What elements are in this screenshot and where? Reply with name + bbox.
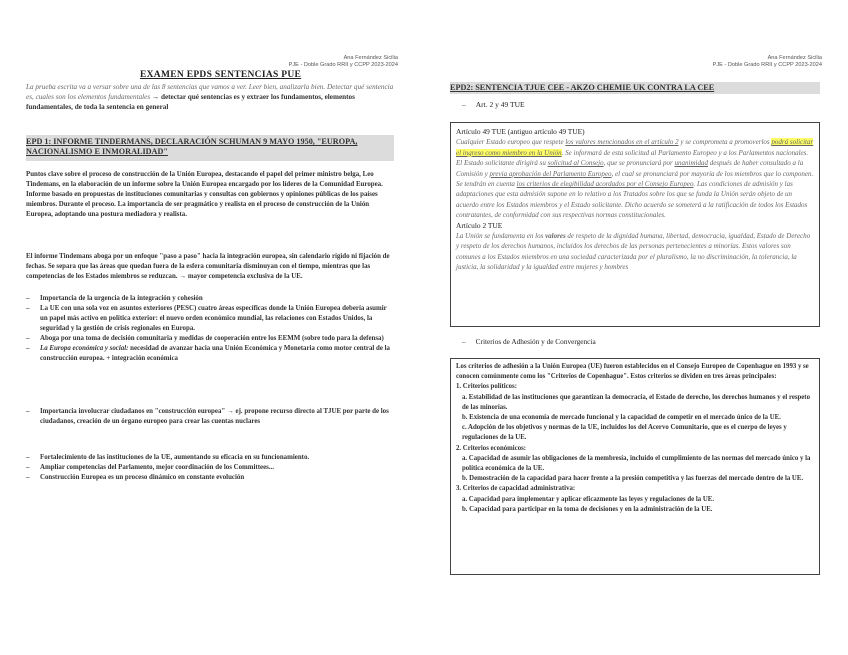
criteria-line: b. Demostración de la capacidad para hacer frente a la presión competitiva y las fuerzas del mercado dentro de la UE.: [462, 475, 804, 483]
list-item: – Aboga por una toma de decisión comunitaria y medidas de cooperación entre los EEMM (sobre todo para la defensa): [26, 334, 392, 344]
list-item: – Construcción Europea es un proceso dinámico en constante evolución: [26, 473, 392, 483]
course-name: PJE - Doble Grado RRII y CCPP 2023-2024: [288, 62, 398, 68]
criteria-line: 2. Criterios económicos:: [456, 444, 527, 452]
criteria-line: b. Capacidad para participar en la toma de decisiones y en la administración de la UE.: [462, 505, 713, 513]
list-item: – Fortalecimiento de las instituciones de la UE, aumentando su eficacia en su funcionamiento.: [26, 453, 392, 463]
criteria-line: 3. Criterios de capacidad administrativa:: [456, 485, 576, 493]
paragraph-2: El informe Tindemans aboga por un enfoque "paso a paso" hacia la integración europea, sin calendario rígido ni fijación de fechas. Se separa que las áreas que quedan fuera de la esfera comunitaria disminuyan con el tiempo, mientras que las competencias de los Estados miembros se reduzcan. → mayor competencia exclusiva de la UE.: [26, 253, 390, 280]
criteria-line: a. Estabilidad de las instituciones que garantizan la democracia, el Estado de derecho, los derechos humanos y el respeto de las minorías.: [462, 393, 810, 411]
criteria-line: a. Capacidad de asumir las obligaciones de la membresía, incluido el cumplimiento de las normas del mercado único y la política económica de la UE.: [462, 454, 811, 473]
criteria-line: 1. Criterios políticos:: [456, 383, 517, 391]
section-title-epd2: EPD2: SENTENCIA TJUE CEE - AKZO CHEMIE UK CONTRA LA CEE: [450, 82, 820, 94]
criteria-list-item: – Criterios de Adhesión y de Convergencia: [462, 337, 596, 346]
list-item: – Importancia involucrar ciudadanos en "construcción europea" → ej. propone recurso directo al TJUE por parte de los ciudadanos, creación de un órgano europeo para crear las cuentas nuclares: [26, 407, 392, 427]
criteria-line: c. Adopción de los objetivos y normas de la UE, incluidos los del Acervo Comunitario, que es el cuerpo de leyes y regulaciones de la UE.: [462, 424, 787, 442]
list-item: [26, 344, 392, 364]
list-item: – La UE con una sola voz en asuntos exteriores (PESC) cuatro áreas específicas donde la Unión Europea debería asumir un papel más activo en política exterior: el nuevo orden económico mundial, las relaciones con Estados Unidos, la seguridad y la gestión de crisis regionales en Europa.: [26, 304, 392, 334]
bullet-list-2: [26, 407, 392, 427]
article-49-text: Cualquier Estado europeo que respete los valores mencionados en el artículo 2 y se comprometa a promoverlos podrá solicitar el ingreso como miembro en la Unión. Se informará de esta solicitud al Parlamento Europeo y a los Parlamentos nacionales. El Estado solicitante dirigirá su solicitud al Consejo, que se pronunciará por unanimidad después de haber consultado a la Comisión y previa aprobación del Parlamento Europeo, el cual se pronunciará por mayoría de los miembros que lo componen. Se tendrán en cuenta los criterios de elegibilidad acordados por el Consejo Europeo. Las condiciones de admisión y las adaptaciones que esta admisión supone en lo relativo a los Tratados sobre los que se funda la Unión serán objeto de un acuerdo entre los Estados miembros y el Estado solicitante. Dicho acuerdo se someterá a la ratificación de todos los Estados contratantes, de conformidad con sus respectivas normas constitucionales.: [456, 138, 814, 220]
list-item: – Importancia de la urgencia de la integración y cohesión: [26, 294, 392, 304]
article-list-item: – Art. 2 y 49 TUE: [462, 100, 525, 109]
page-header: [289, 55, 398, 69]
criteria-box: [450, 358, 820, 575]
author-name: Ana Fernández Sicilia: [767, 55, 822, 61]
course-name: PJE - Doble Grado RRII y CCPP 2023-2024: [712, 62, 822, 68]
article-49-heading: Artículo 49 TUE (antiguo artículo 49 TUE): [456, 127, 585, 136]
criteria-line: a. Capacidad para implementar y aplicar eficazmente las leyes y regulaciones de la UE.: [462, 495, 715, 503]
list-item-rest: necesidad de avanzar hacia una Unión Económica y Monetaria como motor central de la construcción europea. + integración económica: [40, 345, 390, 362]
article-2-text: La Unión se fundamenta en los valores de respeto de la dignidad humana, libertad, democracia, igualdad, Estado de Derecho y respeto de los derechos humanos, incluidos los derechos de las personas pertenecientes a minorías. Estos valores son comunes a los Estados miembros en una sociedad caracterizada por el pluralismo, la no discriminación, la tolerancia, la justicia, la solidaridad y la igualdad entre mujeres y hombres: [456, 232, 811, 272]
bullet-list-1: [26, 294, 392, 364]
intro-paragraph: [26, 82, 394, 112]
article-2-heading: Artículo 2 TUE: [456, 220, 503, 230]
page-header: [713, 55, 822, 69]
author-name: Ana Fernández Sicilia: [343, 55, 398, 61]
criteria-intro: Los criterios de adhesión a la Unión Europea (UE) fueron establecidos en el Consejo Europeo de Copenhague en 1993 y se conocen comúnmente como los "Criterios de Copenhague". Estos criterios se dividen en tres áreas principales:: [456, 363, 809, 381]
highlighted-text: podrá solicitar el ingreso como miembro en la Unión: [456, 138, 814, 157]
intro-plain: → detectar qué sentencias es y extraer los fundamentos, elementos fundamentales, de toda la sentencia en general: [26, 93, 355, 111]
document-title: EXAMEN EPDS SENTENCIAS PUE: [140, 70, 302, 80]
list-item-italic: La Europa económica y social:: [40, 345, 129, 352]
bullet-list-3: [26, 453, 392, 483]
articles-box: [450, 122, 820, 327]
section-title-epd1: EPD 1: INFORME TINDERMANS, DECLARACIÓN SCHUMAN 9 MAYO 1950, "EUROPA, NACIONALISMO E INMORALIDAD": [26, 135, 394, 161]
intro-italic: La prueba escrita va a versar sobre una de las 8 sentencias que vamos a ver. Leer bien, analizarla bien. Detectar qué sentencia es, cuales son los elementos fundamentales: [26, 83, 394, 101]
list-item: – Ampliar competencias del Parlamento, mejor coordinación de los Committees...: [26, 463, 392, 473]
criteria-line: b. Existencia de una economía de mercado funcional y la capacidad de competir en el mercado único de la UE.: [462, 414, 781, 422]
paragraph-1: Puntos clave sobre el proceso de construcción de la Unión Europea, destacando el papel del primer ministro belga, Leo Tindemans, en la elaboración de un informe sobre la Unión Europea encargado por los líderes de la Comunidad Europea. Informe basado en propuestas de instituciones comunitarias y consultas con gobiernos y opiniones públicas de los países miembros. Durante el proceso. La importancia de ser pragmático y realista en el proceso de construcción de la Unión Europea, adoptando una postura mediadora y realista.: [26, 171, 383, 218]
